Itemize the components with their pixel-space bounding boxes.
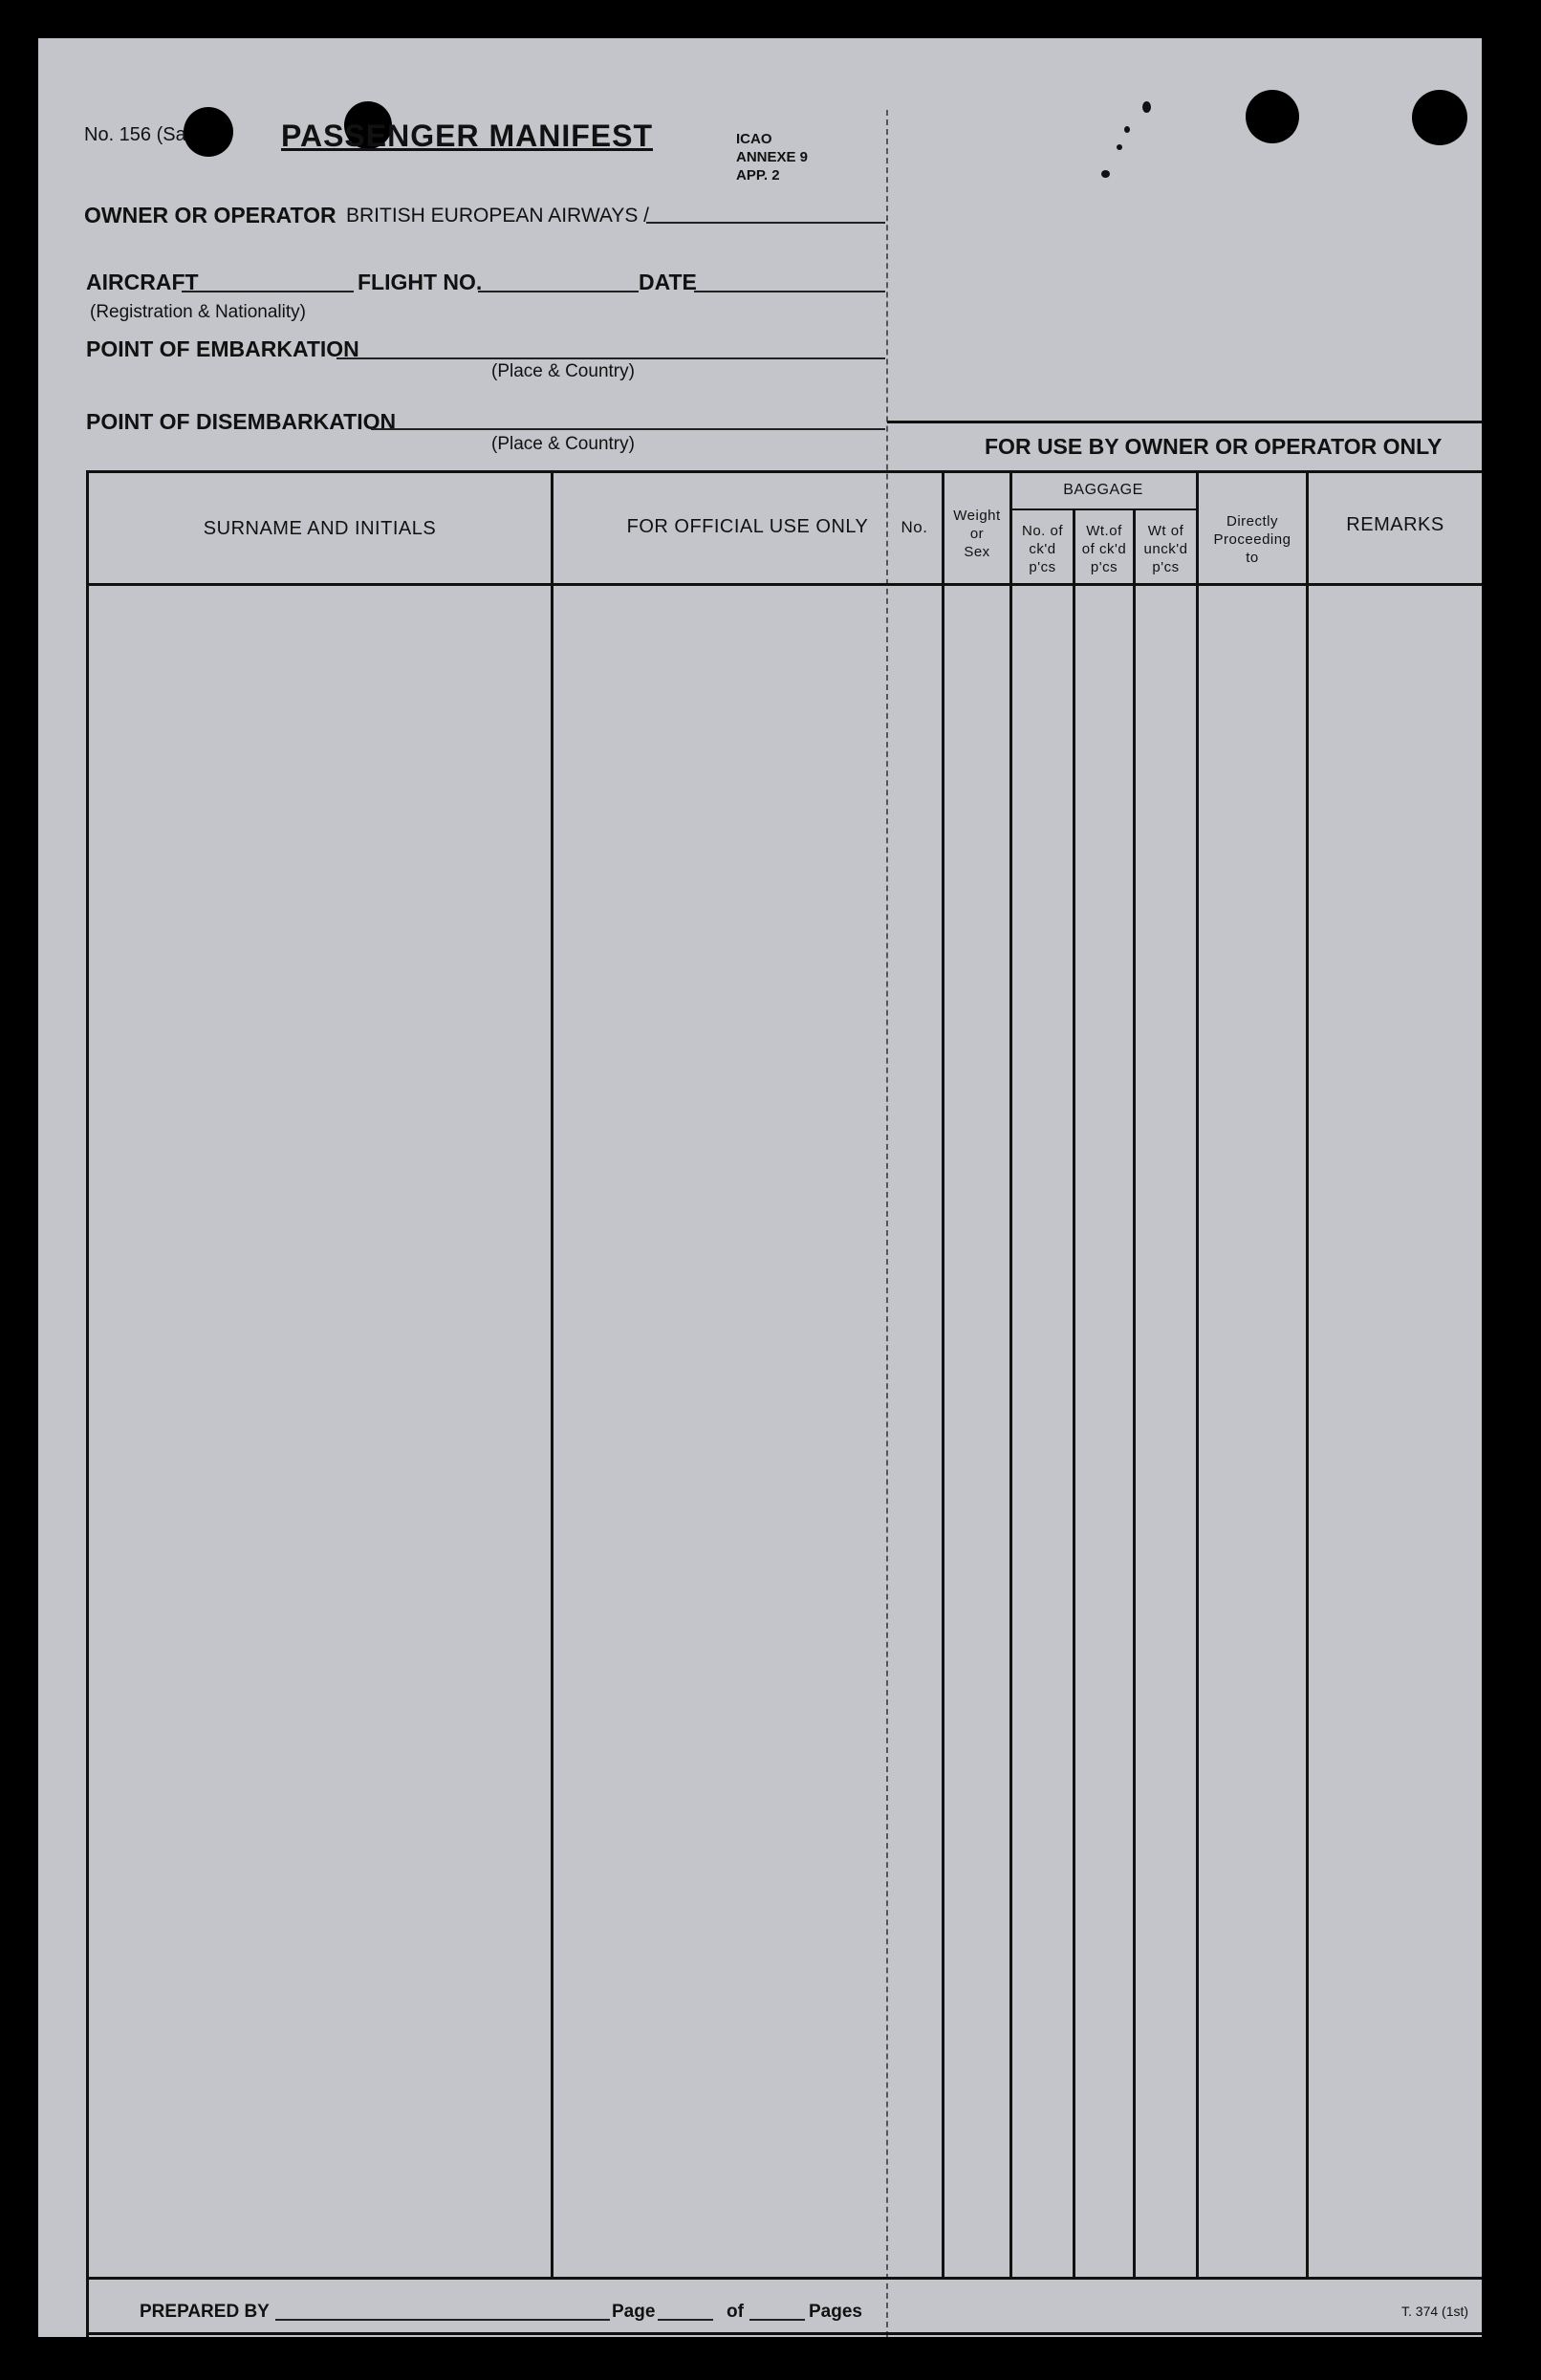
form-title: PASSENGER MANIFEST [281, 119, 653, 153]
table-left-line [86, 470, 89, 2337]
of-label: of [727, 2302, 744, 2322]
header-no-ckd: No. of ck'd p'cs [1021, 523, 1064, 575]
table-header-bottom-line [86, 583, 1482, 586]
punch-hole-3 [1246, 90, 1299, 143]
prepared-line [275, 2319, 610, 2321]
aircraft-note: (Registration & Nationality) [90, 302, 306, 322]
embarkation-line [336, 357, 885, 359]
punch-hole-1 [184, 107, 233, 157]
disembarkation-line [371, 428, 885, 430]
date-line [694, 291, 885, 292]
operator-band-line [887, 421, 1482, 423]
owner-label: OWNER OR OPERATOR [84, 203, 336, 227]
icao-reference: ICAO ANNEXE 9 APP. 2 [736, 131, 809, 184]
punch-hole-4 [1412, 90, 1467, 145]
embarkation-label: POINT OF EMBARKATION [86, 336, 359, 361]
col-line-weight [1009, 470, 1012, 2280]
page-line [658, 2319, 713, 2321]
col-line-wt-unckd [1196, 470, 1199, 2280]
perforation-line [886, 110, 888, 2337]
disembarkation-label: POINT OF DISEMBARKATION [86, 409, 397, 434]
manifest-sheet [38, 38, 1482, 2337]
speck [1101, 170, 1110, 178]
aircraft-line [182, 291, 354, 292]
date-label: DATE [639, 270, 697, 294]
header-remarks: REMARKS [1346, 514, 1444, 535]
embarkation-note: (Place & Country) [491, 361, 635, 381]
speck [1142, 101, 1151, 113]
baggage-divider [1009, 508, 1197, 510]
header-directly: Directly Proceeding to [1213, 513, 1291, 566]
header-weight: Weight or Sex [953, 508, 1001, 560]
table-bottom-line [86, 2277, 1482, 2280]
flight-label: FLIGHT NO. [358, 270, 483, 294]
speck [1124, 126, 1130, 133]
owner-value: BRITISH EUROPEAN AIRWAYS / [346, 205, 650, 227]
pages-label: Pages [809, 2302, 862, 2322]
header-official: FOR OFFICIAL USE ONLY [626, 516, 869, 537]
owner-line [646, 222, 885, 224]
footer-bottom-line [86, 2332, 1482, 2335]
pages-line [749, 2319, 805, 2321]
header-baggage: BAGGAGE [1063, 482, 1143, 498]
col-line-wt-ckd [1133, 508, 1136, 2280]
form-number: No. 156 (Sa [84, 124, 186, 145]
operator-only-label: FOR USE BY OWNER OR OPERATOR ONLY [985, 434, 1443, 459]
page-label: Page [612, 2302, 656, 2322]
header-wt-ckd: Wt.of of ck'd p'cs [1081, 523, 1127, 575]
table-top-line [86, 470, 1482, 473]
header-no: No. [901, 518, 928, 536]
prepared-label: PREPARED BY [140, 2302, 270, 2322]
col-line-directly [1306, 470, 1309, 2280]
form-code: T. 374 (1st) [1401, 2304, 1469, 2319]
header-wt-unckd: Wt of unck'd p'cs [1143, 523, 1188, 575]
header-surname: SURNAME AND INITIALS [203, 518, 437, 539]
disembarkation-note: (Place & Country) [491, 434, 635, 454]
flight-line [478, 291, 639, 292]
col-line-no [942, 470, 944, 2280]
aircraft-label: AIRCRAFT [86, 270, 199, 294]
col-line-no-ckd [1073, 508, 1075, 2280]
speck [1117, 144, 1122, 150]
col-line-official [551, 470, 553, 2280]
